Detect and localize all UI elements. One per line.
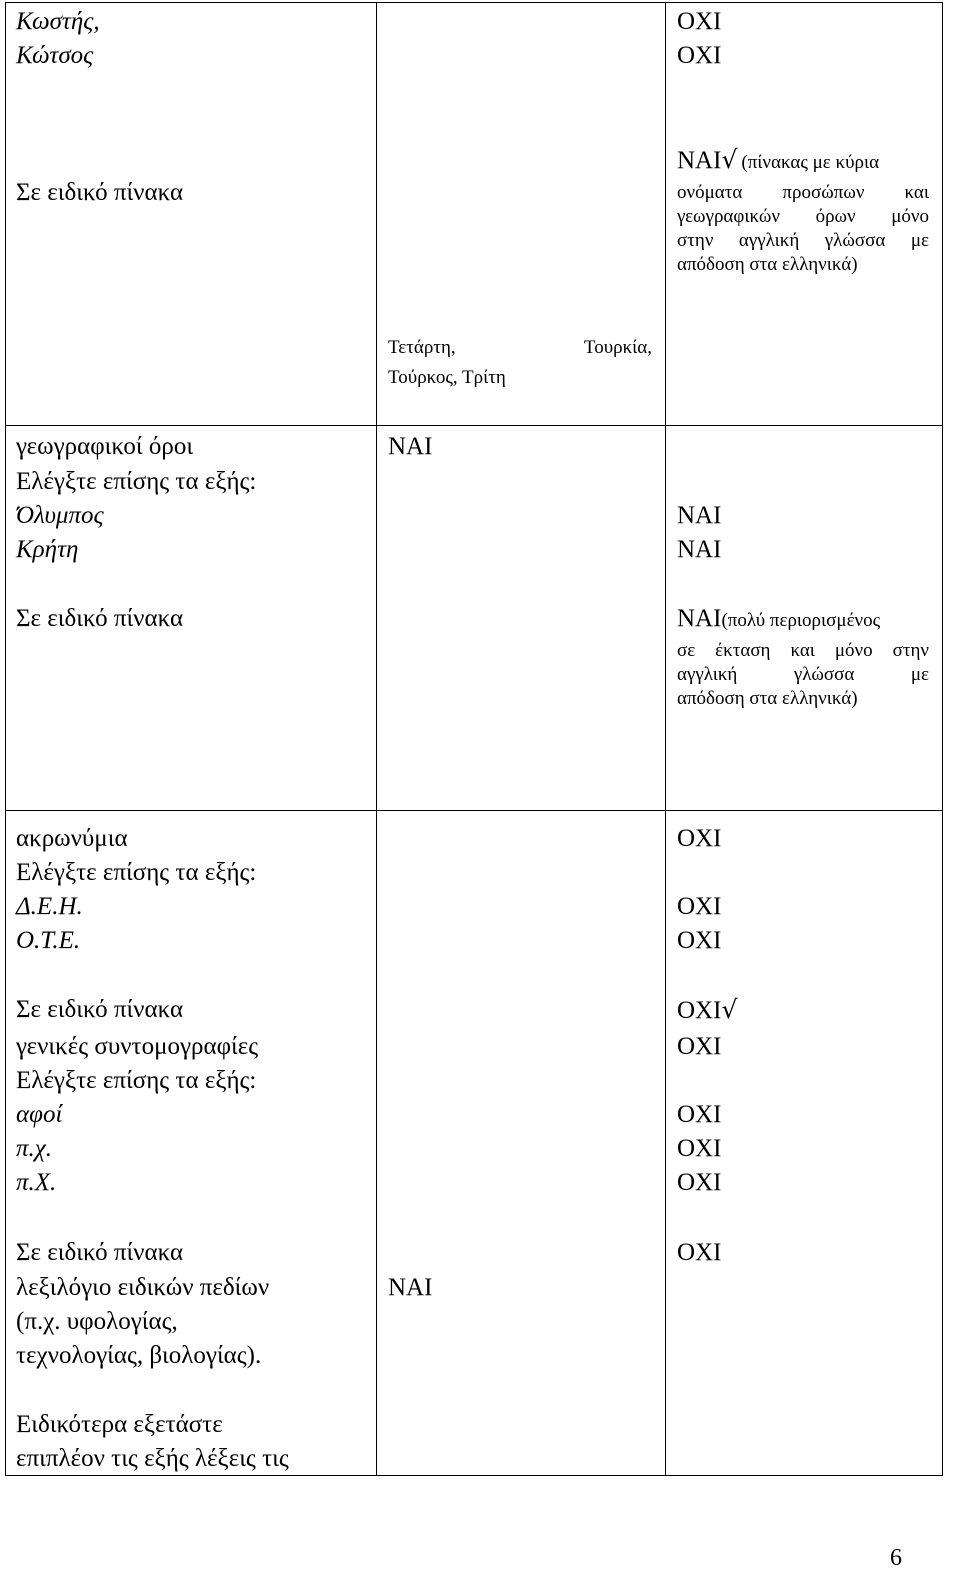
answer-no-with-check [677, 993, 737, 1028]
instruction-text: επιπλέον τις εξής λέξεις τις [16, 1445, 289, 1472]
instruction-text: Ειδικότερα εξετάστε [16, 1411, 223, 1438]
example-term: Ο.Τ.Ε. [16, 927, 81, 954]
answer-yes: ΝΑΙ [677, 147, 722, 174]
table-note [677, 602, 929, 711]
example-term: π.χ. [16, 1135, 53, 1162]
note-text: (πίνακας με κύρια [741, 152, 880, 173]
table-border-right [942, 2, 943, 1476]
check-also-label: Ελέγξτε επίσης τα εξής: [16, 468, 257, 495]
table-note [677, 143, 929, 277]
answer-no: ΟΧΙ [677, 1033, 722, 1060]
special-table-label: Σε ειδικό πίνακα [16, 605, 184, 632]
answer-no: ΟΧΙ [677, 1101, 722, 1128]
answer-no: ΟΧΙ [677, 893, 722, 920]
example-term: Δ.Ε.Η. [16, 893, 83, 920]
example-term: αφοί [16, 1101, 63, 1128]
special-table-label: Σε ειδικό πίνακα [16, 996, 184, 1023]
check-also-label: Ελέγξτε επίσης τα εξής: [16, 1067, 257, 1094]
table-border-left [5, 2, 6, 1476]
note-word: με [910, 664, 929, 685]
note-text: (πολύ περιορισμένος [721, 610, 881, 631]
category-heading: τεχνολογίας, βιολογίας). [16, 1342, 262, 1369]
example-term: Όλυμπος [16, 502, 104, 529]
category-heading: λεξιλόγιο ειδικών πεδίων [16, 1274, 270, 1301]
days-word: Τετάρτη, [388, 337, 456, 358]
example-term: Κρήτη [16, 536, 79, 563]
days-line: Τούρκος, Τρίτη [388, 367, 506, 388]
answer-no: ΟΧΙ [677, 997, 722, 1024]
note-word: προσώπων [782, 182, 865, 203]
answer-no: ΟΧΙ [677, 1239, 722, 1266]
answer-yes: ΝΑΙ [388, 1274, 433, 1301]
note-word: γλώσσα [824, 230, 886, 251]
name-entry: Κώτσος [16, 42, 94, 69]
category-heading: ακρωνύμια [16, 825, 128, 852]
note-word: με [910, 230, 929, 251]
category-heading: (π.χ. υφολογίας, [16, 1308, 178, 1335]
answer-no: ΟΧΙ [677, 927, 722, 954]
days-line [388, 336, 652, 360]
answer-no: ΟΧΙ [677, 42, 722, 69]
answer-no: ΟΧΙ [677, 1135, 722, 1162]
note-word: γεωγραφικών [677, 206, 780, 227]
note-text: απόδοση στα ελληνικά) [677, 688, 858, 709]
note-word: έκταση [715, 640, 771, 661]
answer-no: ΟΧΙ [677, 1169, 722, 1196]
table-column-divider-2 [665, 2, 666, 1476]
answer-yes: ΝΑΙ [677, 536, 722, 563]
name-entry: Κωστής, [16, 8, 100, 35]
answer-no: ΟΧΙ [677, 825, 722, 852]
page-number: 6 [890, 1545, 902, 1571]
note-word: γλώσσα [793, 664, 855, 685]
check-also-label: Ελέγξτε επίσης τα εξής: [16, 859, 257, 886]
answer-yes: ΝΑΙ [677, 502, 722, 529]
special-table-label: Σε ειδικό πίνακα [16, 179, 184, 206]
note-word: αγγλική [738, 230, 800, 251]
note-word: μόνο [834, 640, 873, 661]
note-word: μόνο [891, 206, 929, 227]
table-border-top [5, 2, 943, 3]
answer-yes: ΝΑΙ [677, 605, 722, 632]
note-text: απόδοση στα ελληνικά) [677, 254, 858, 275]
note-word: αγγλική [677, 664, 738, 685]
category-heading: γενικές συντομογραφίες [16, 1033, 259, 1060]
table-column-divider-1 [376, 2, 377, 1476]
note-word: ονόματα [677, 182, 743, 203]
check-mark-icon: √ [721, 995, 738, 1024]
note-word: και [790, 640, 815, 661]
table-row-divider-2 [5, 810, 943, 811]
answer-no: ΟΧΙ [677, 8, 722, 35]
note-word: σε [677, 640, 696, 661]
note-word: στην [892, 640, 929, 661]
note-word: στην [677, 230, 714, 251]
note-word: και [904, 182, 929, 203]
table-row-divider-1 [5, 425, 943, 426]
check-mark-icon: √ [721, 145, 738, 174]
special-table-label: Σε ειδικό πίνακα [16, 1239, 184, 1266]
example-term: π.Χ. [16, 1169, 57, 1196]
days-word: Τουρκία, [583, 337, 652, 358]
answer-yes: ΝΑΙ [388, 433, 433, 460]
note-word: όρων [815, 206, 856, 227]
category-heading: γεωγραφικοί όροι [16, 433, 194, 460]
